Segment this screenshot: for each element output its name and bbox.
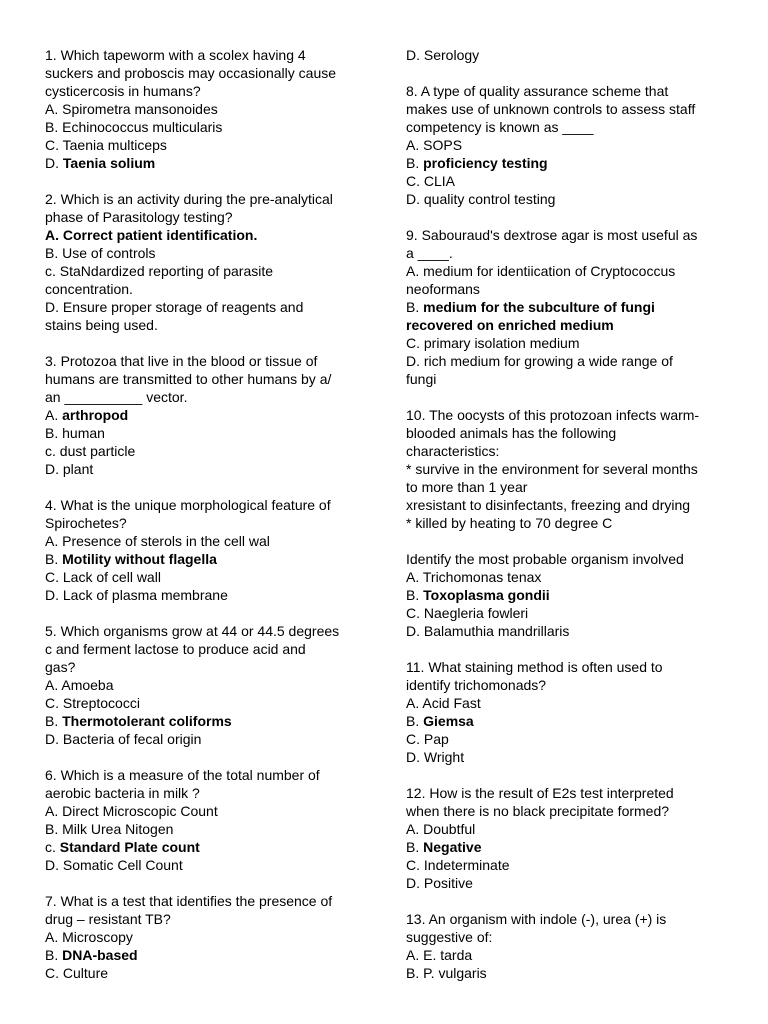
correct-answer-text: Taenia solium [62, 155, 156, 171]
question-stem-line: makes use of unknown controls to assess staff [406, 101, 696, 117]
answer-option [45, 694, 367, 712]
answer-option [406, 352, 728, 370]
answer-option [45, 406, 367, 424]
option-text: human [62, 425, 105, 441]
option-text: Acid Fast [422, 695, 481, 711]
option-text: stains being used. [45, 317, 158, 333]
answer-option [406, 370, 728, 388]
question-stem-line: to more than 1 year [406, 479, 528, 495]
answer-option [45, 154, 367, 172]
answer-option [406, 586, 728, 604]
answer-option [406, 874, 728, 892]
question-block [406, 82, 728, 208]
option-prefix: A. [45, 533, 63, 549]
question-block [406, 910, 728, 982]
question-block [45, 766, 367, 874]
question-stem-line: suggestive of: [406, 929, 493, 945]
option-text: primary isolation medium [423, 335, 580, 351]
option-prefix: A. [406, 821, 424, 837]
option-prefix: D. [406, 47, 424, 63]
correct-answer-text: Negative [423, 839, 482, 855]
option-prefix: D. [406, 191, 424, 207]
question-stem-line: 13. An organism with indole (-), urea (+) is [406, 911, 667, 927]
answer-option [45, 676, 367, 694]
answer-option [45, 802, 367, 820]
answer-option [45, 532, 367, 550]
answer-option [45, 424, 367, 442]
option-text: Somatic Cell Count [62, 857, 183, 873]
answer-option [406, 730, 728, 748]
question-block [45, 622, 367, 748]
answer-option [45, 964, 367, 982]
question-stem-line: * survive in the environment for several months [406, 461, 698, 477]
question-stem-line: cysticercosis in humans? [45, 83, 201, 99]
option-text: Use of controls [62, 245, 156, 261]
answer-option [406, 694, 728, 712]
question-block [406, 784, 728, 892]
option-prefix: D. [406, 623, 424, 639]
correct-answer-text: Standard Plate count [59, 839, 200, 855]
option-prefix: B. [406, 155, 424, 171]
option-prefix: A. [45, 677, 62, 693]
option-prefix: D. [406, 749, 424, 765]
answer-option [406, 946, 728, 964]
option-prefix: C. [406, 605, 424, 621]
option-text: Presence of sterols in the cell wal [62, 533, 270, 549]
option-prefix: B. [45, 119, 63, 135]
correct-answer-text: recovered on enriched medium [406, 317, 614, 333]
correct-answer-text: DNA-based [62, 947, 138, 963]
right-column [406, 46, 728, 1000]
option-prefix: D. [45, 299, 63, 315]
question-stem-line: xresistant to disinfectants, freezing and drying [406, 497, 691, 513]
option-prefix: B. [45, 947, 63, 963]
answer-option [45, 838, 367, 856]
option-prefix: A. [406, 263, 424, 279]
option-prefix: A. [406, 695, 423, 711]
question-stem-line [406, 532, 728, 550]
question-stem-line: 7. What is a test that identifies the presence of [45, 893, 333, 909]
answer-option [45, 550, 367, 568]
option-prefix: B. [45, 713, 63, 729]
option-text: Culture [62, 965, 109, 981]
question-stem-line: characteristics: [406, 443, 500, 459]
answer-option [406, 316, 728, 334]
answer-option [45, 568, 367, 586]
option-prefix: C. [45, 569, 63, 585]
question-stem-line: Spirochetes? [45, 515, 127, 531]
option-text: P. vulgaris [423, 965, 487, 981]
answer-option [45, 856, 367, 874]
option-prefix: C. [45, 137, 63, 153]
question-stem-line: aerobic bacteria in milk ? [45, 785, 200, 801]
option-prefix: A. [45, 101, 63, 117]
option-prefix: C. [406, 857, 424, 873]
option-text: fungi [406, 371, 437, 387]
answer-option [406, 604, 728, 622]
answer-option [406, 262, 728, 280]
question-stem-line: suckers and proboscis may occasionally cause [45, 65, 337, 81]
option-prefix: B. [406, 839, 424, 855]
correct-answer-text: Toxoplasma gondii [423, 587, 550, 603]
question-stem-line: 1. Which tapeworm with a scolex having 4 [45, 47, 306, 63]
left-column [45, 46, 367, 1000]
question-block [406, 226, 728, 388]
answer-option [45, 460, 367, 478]
question-stem-line: humans are transmitted to other humans by a/ [45, 371, 332, 387]
answer-option [45, 262, 367, 280]
option-text: concentration. [45, 281, 133, 297]
answer-option [406, 190, 728, 208]
question-block [45, 190, 367, 334]
answer-option [406, 568, 728, 586]
option-prefix: A. Correct patient identification. [45, 227, 258, 243]
question-stem-line: gas? [45, 659, 76, 675]
option-text: Indeterminate [423, 857, 510, 873]
option-prefix: A. [45, 803, 63, 819]
question-stem-line: 5. Which organisms grow at 44 or 44.5 degrees [45, 623, 340, 639]
answer-option [406, 856, 728, 874]
option-text: Naegleria fowleri [423, 605, 529, 621]
answer-option [45, 226, 367, 244]
option-text: Amoeba [61, 677, 114, 693]
option-prefix: D. [45, 461, 63, 477]
answer-option [406, 280, 728, 298]
option-text: dust particle [59, 443, 136, 459]
question-block [45, 46, 367, 172]
correct-answer-text: Motility without flagella [62, 551, 217, 567]
option-text: Balamuthia mandrillaris [423, 623, 570, 639]
question-stem-line: 10. The oocysts of this protozoan infects warm- [406, 407, 700, 423]
option-text: Lack of cell wall [62, 569, 161, 585]
option-prefix: B. [45, 425, 63, 441]
answer-option [45, 316, 367, 334]
option-prefix: B. [45, 821, 63, 837]
question-block [406, 658, 728, 766]
question-stem-line: 4. What is the unique morphological feature of [45, 497, 331, 513]
option-prefix: B. [406, 965, 424, 981]
question-stem-line: 11. What staining method is often used to [406, 659, 663, 675]
option-prefix: D. [45, 155, 63, 171]
answer-option [406, 838, 728, 856]
question-stem-line: * killed by heating to 70 degree C [406, 515, 613, 531]
question-stem-line: competency is known as ____ [406, 119, 594, 135]
correct-answer-text: Thermotolerant coliforms [62, 713, 232, 729]
question-stem-line: phase of Parasitology testing? [45, 209, 233, 225]
option-text: Bacteria of fecal origin [62, 731, 202, 747]
answer-option [45, 928, 367, 946]
option-text: Streptococci [62, 695, 140, 711]
option-text: Spirometra mansonoides [62, 101, 218, 117]
option-text: SOPS [423, 137, 463, 153]
answer-option [406, 622, 728, 640]
option-text: E. tarda [423, 947, 473, 963]
option-prefix: B. [406, 299, 424, 315]
option-prefix: C. [406, 731, 424, 747]
option-text: StaNdardized reporting of parasite [59, 263, 274, 279]
question-stem-line: Identify the most probable organism involved [406, 551, 684, 567]
answer-option [406, 748, 728, 766]
answer-option [406, 154, 728, 172]
option-prefix: B. [406, 587, 424, 603]
answer-option [406, 136, 728, 154]
option-prefix: C. [406, 335, 424, 351]
question-block [406, 46, 728, 64]
option-prefix: D. [45, 587, 63, 603]
option-prefix: A. [406, 947, 424, 963]
question-stem-line: 3. Protozoa that live in the blood or tissue of [45, 353, 318, 369]
option-prefix: c. [45, 263, 60, 279]
option-prefix: D. [45, 731, 63, 747]
option-text: Positive [423, 875, 473, 891]
question-stem-line: blooded animals has the following [406, 425, 617, 441]
question-stem-line: identify trichomonads? [406, 677, 547, 693]
question-stem-line: an __________ vector. [45, 389, 188, 405]
answer-option [406, 964, 728, 982]
option-prefix: D. [45, 857, 63, 873]
question-stem-line: 8. A type of quality assurance scheme that [406, 83, 669, 99]
option-prefix: D. [406, 875, 424, 891]
answer-option [45, 280, 367, 298]
option-text: Wright [423, 749, 465, 765]
question-stem-line: when there is no black precipitate formed? [406, 803, 670, 819]
answer-option [406, 46, 728, 64]
correct-answer-text: Giemsa [423, 713, 474, 729]
option-prefix: B. [406, 713, 424, 729]
option-text: medium for identiication of Cryptococcus [423, 263, 676, 279]
option-prefix: C. [406, 173, 424, 189]
option-prefix: B. [45, 245, 63, 261]
question-stem-line: a ____. [406, 245, 453, 261]
question-block [45, 496, 367, 604]
option-prefix: B. [45, 551, 63, 567]
answer-option [45, 712, 367, 730]
question-block [406, 406, 728, 640]
option-prefix: C. [45, 965, 63, 981]
question-stem-line: 2. Which is an activity during the pre-analytical [45, 191, 333, 207]
answer-option [45, 586, 367, 604]
answer-option [45, 298, 367, 316]
option-prefix: A. [45, 929, 63, 945]
answer-option [45, 442, 367, 460]
question-stem-line: 6. Which is a measure of the total number of [45, 767, 320, 783]
option-prefix: D. [406, 353, 424, 369]
answer-option [45, 118, 367, 136]
answer-option [45, 820, 367, 838]
option-prefix: A. [406, 569, 423, 585]
option-prefix: A. [406, 137, 424, 153]
correct-answer-text: arthropod [62, 407, 129, 423]
option-prefix: c. [45, 839, 60, 855]
option-text: Serology [423, 47, 480, 63]
question-block [45, 352, 367, 478]
correct-answer-text: proficiency testing [423, 155, 548, 171]
option-text: Milk Urea Nitogen [62, 821, 174, 837]
question-stem-line: 12. How is the result of E2s test interpreted [406, 785, 674, 801]
question-block [45, 892, 367, 982]
option-prefix: A. [45, 407, 63, 423]
option-text: Echinococcus multicularis [62, 119, 223, 135]
answer-option [45, 946, 367, 964]
answer-option [406, 172, 728, 190]
option-text: Taenia multiceps [62, 137, 167, 153]
answer-option [45, 136, 367, 154]
answer-option [406, 334, 728, 352]
option-text: Microscopy [62, 929, 133, 945]
option-text: quality control testing [423, 191, 556, 207]
question-stem-line: c and ferment lactose to produce acid and [45, 641, 306, 657]
answer-option [406, 820, 728, 838]
option-text: neoformans [406, 281, 480, 297]
answer-option [45, 100, 367, 118]
answer-option [406, 298, 728, 316]
option-text: Ensure proper storage of reagents and [62, 299, 304, 315]
option-text: Direct Microscopic Count [62, 803, 218, 819]
correct-answer-text: medium for the subculture of fungi [423, 299, 655, 315]
answer-option [45, 730, 367, 748]
option-text: Lack of plasma membrane [62, 587, 228, 603]
option-text: Doubtful [423, 821, 476, 837]
option-text: CLIA [423, 173, 456, 189]
option-prefix: c. [45, 443, 60, 459]
option-text: rich medium for growing a wide range of [423, 353, 673, 369]
answer-option [406, 712, 728, 730]
question-stem-line: drug – resistant TB? [45, 911, 171, 927]
question-stem-line: 9. Sabouraud's dextrose agar is most useful as [406, 227, 698, 243]
option-text: Pap [423, 731, 449, 747]
option-text: Trichomonas tenax [422, 569, 542, 585]
answer-option [45, 244, 367, 262]
option-prefix: C. [45, 695, 63, 711]
option-text: plant [62, 461, 94, 477]
